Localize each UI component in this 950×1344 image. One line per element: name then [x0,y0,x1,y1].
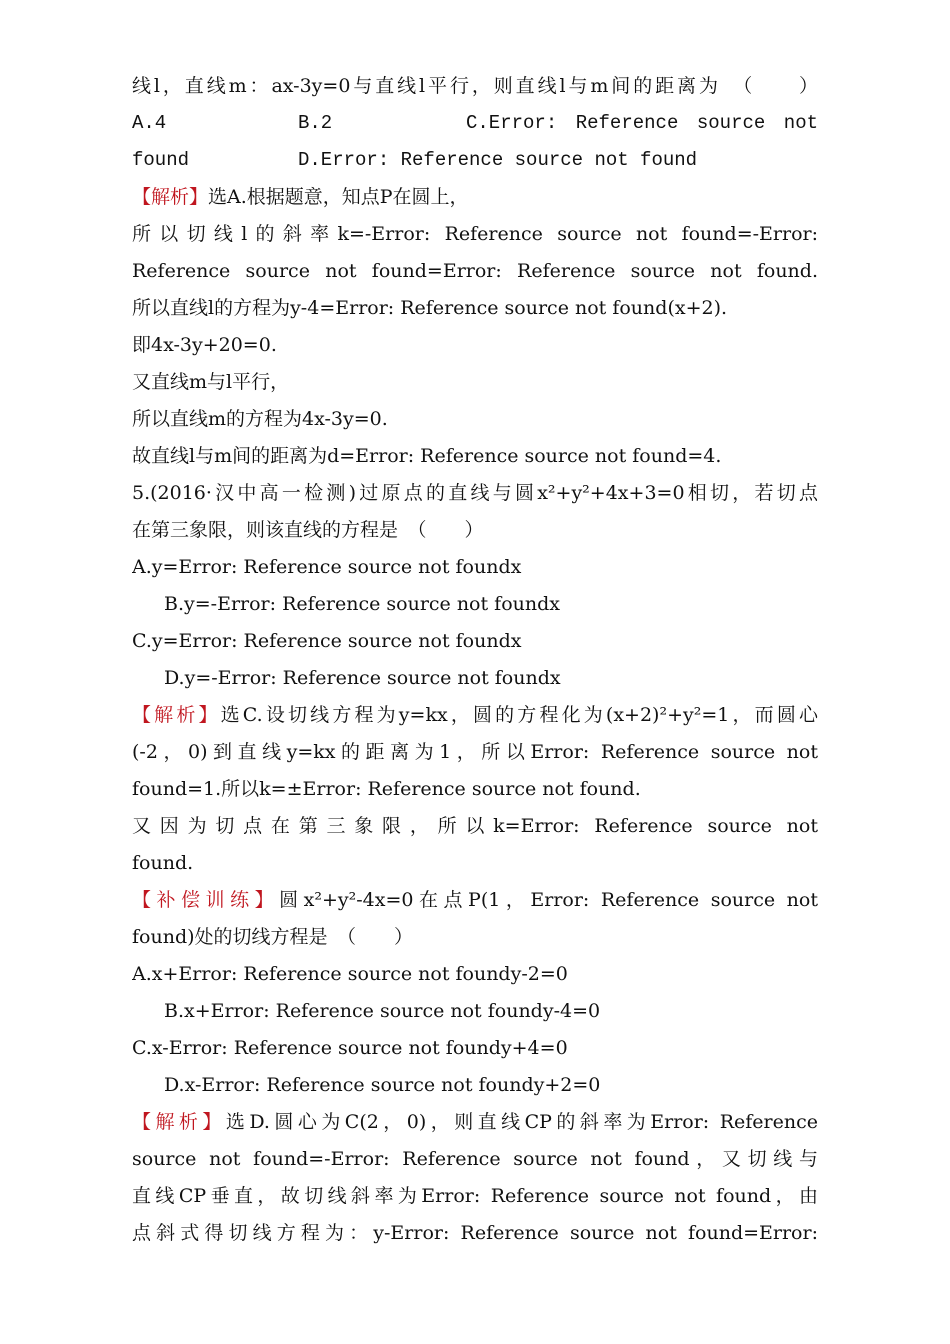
q4-solution-line-3: Reference source not found=Error: Reference source not found. [132,260,818,282]
q5-solution-line-5: found. [132,852,194,874]
q5-option-c: C.y=Error: Reference source not foundx [132,630,522,652]
extra-tag: 【补偿训练】 [132,889,280,911]
q4-solution-line-4: 所以直线l的方程为y-4=Error: Reference source not found(x+2). [132,297,728,319]
extra-option-c: C.x-Error: Reference source not foundy+4=0 [132,1037,568,1059]
q4-stem-tail: 线l，直线m：ax-3y=0与直线l平行，则直线l与m间的距离为 （ ） [132,75,818,97]
extra-option-d: D.x-Error: Reference source not foundy+2=0 [164,1074,601,1096]
q4-solution-line-6: 又直线m与l平行， [132,371,290,393]
extra-stem-line-2: found)处的切线方程是 （ ） [132,926,414,948]
q5-solution-line-3: found=1.所以k=±Error: Reference source not found. [132,778,641,800]
extra-option-a: A.x+Error: Reference source not foundy-2=0 [132,963,568,985]
q4-options-row-1 [132,105,818,142]
q4-solution-line-8: 故直线l与m间的距离为d=Error: Reference source not found=4. [132,445,722,467]
q5-stem-line-1: 5.(2016·汉中高一检测)过原点的直线与圆x²+y²+4x+3=0相切，若切点 [132,482,818,504]
extra-stem-line-1 [132,882,818,919]
q5-stem-line-2: 在第三象限，则该直线的方程是 （ ） [132,519,484,541]
q5-option-d: D.y=-Error: Reference source not foundx [164,667,561,689]
q4-option-d: D.Error: Reference source not found [298,149,698,171]
extra-solution-line-2: source not found=-Error: Reference source not found，又切线与 [132,1148,818,1170]
q4-options-row-2 [132,142,818,179]
q5-solution-line-1 [132,697,818,734]
extra-solution-line-4: 点斜式得切线方程为：y-Error: Reference source not found=Error: [132,1222,818,1244]
q4-option-c: C.Error: Reference source not [466,112,818,134]
q4-option-a: A.4 [132,112,167,134]
extra-solution-text-1: 选D.圆心为C(2，0)，则直线CP的斜率为Error: Reference [225,1111,818,1133]
q4-option-b: B.2 [298,112,333,134]
q4-solution-line-1 [132,179,818,216]
extra-solution-line-1 [132,1104,818,1141]
extra-solution-tag: 【解析】 [132,1111,226,1133]
q5-option-b: B.y=-Error: Reference source not foundx [164,593,560,615]
q4-solution-line-2: 所以切线l的斜率k=-Error: Reference source not found=-Error: [132,223,818,245]
extra-solution-line-3: 直线CP垂直，故切线斜率为Error: Reference source not found，由 [132,1185,818,1207]
extra-option-b: B.x+Error: Reference source not foundy-4=0 [164,1000,601,1022]
q5-solution-line-4: 又因为切点在第三象限，所以k=Error: Reference source not [132,815,818,837]
extra-stem-text-1: 圆x²+y²-4x=0在点P(1，Error: Reference source not [279,889,818,911]
q5-solution-text-1: 选C.设切线方程为y=kx，圆的方程化为(x+2)²+y²=1，而圆心 [220,704,818,726]
q4-solution-text-1: 选A.根据题意，知点P在圆上， [208,186,469,208]
q4-solution-line-7: 所以直线m的方程为4x-3y=0. [132,408,388,430]
q4-solution-line-5: 即4x-3y+20=0. [132,334,277,356]
q4-solution-tag: 【解析】 [132,186,209,208]
q5-solution-line-2: (-2，0)到直线y=kx的距离为1，所以Error: Reference source not [132,741,818,763]
q5-option-a: A.y=Error: Reference source not foundx [132,556,522,578]
document-page [132,68,818,1252]
q4-option-c-cont: found [132,149,190,171]
q5-solution-tag: 【解析】 [132,704,221,726]
